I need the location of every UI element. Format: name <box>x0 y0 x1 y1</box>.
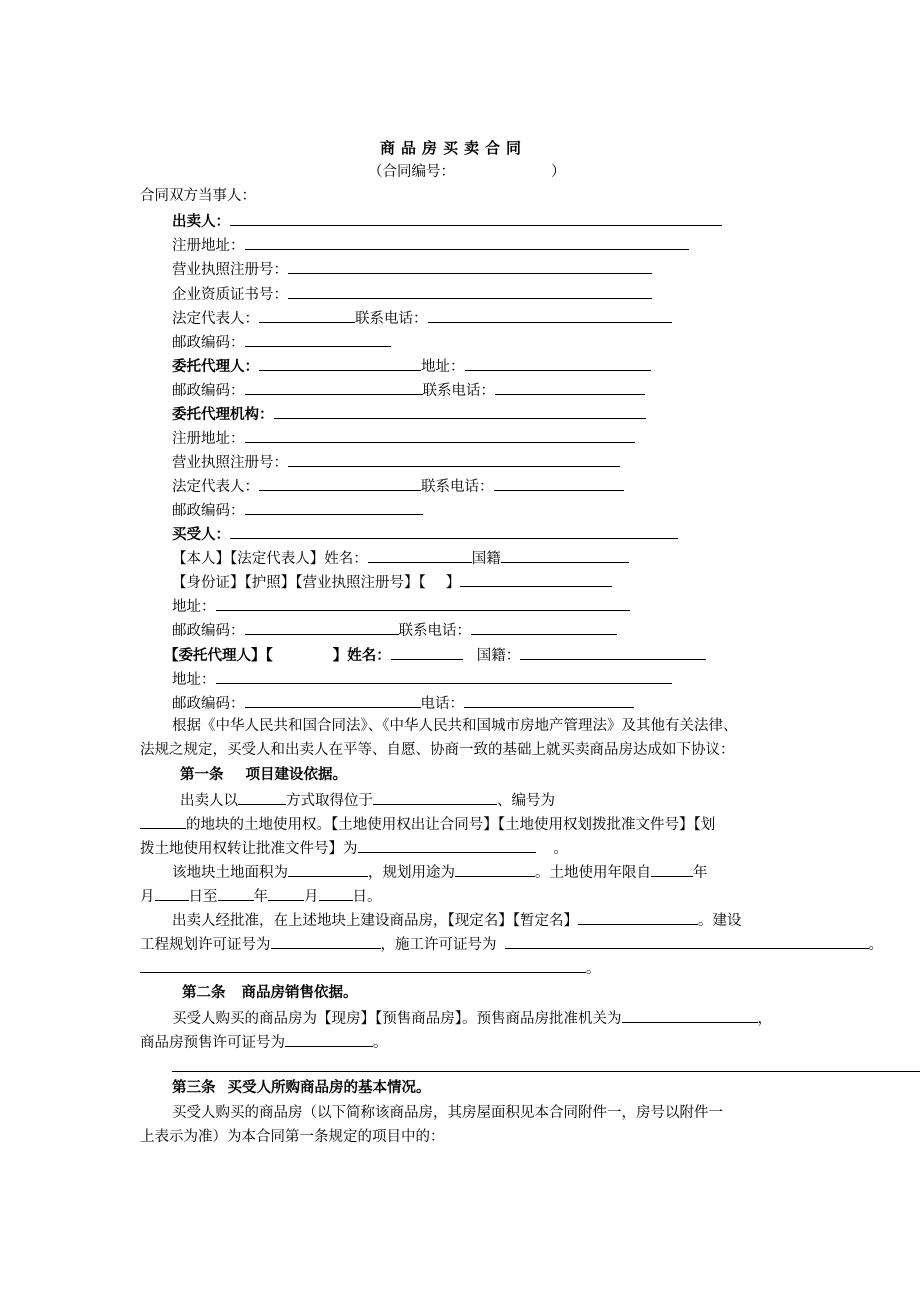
land-location-field[interactable] <box>373 790 497 805</box>
buyer-address-row <box>172 596 630 616</box>
text: ，规划用途为 <box>368 865 455 881</box>
presale-permit-field[interactable] <box>285 1032 373 1047</box>
buyer-agent-nationality-field[interactable] <box>520 645 706 660</box>
buyer-nationality-label: 国籍 <box>471 551 501 567</box>
seller-postcode-label: 邮政编码： <box>172 335 245 351</box>
seller-postcode-row <box>172 332 391 352</box>
agency-license-field[interactable] <box>288 452 620 467</box>
buyer-agent-label: 【委托代理人】【 <box>164 648 273 664</box>
agency-phone-label: 联系电话： <box>421 479 494 495</box>
seller-phone2-field[interactable] <box>495 380 645 395</box>
text: 拨土地使用权转让批准文件号】为 <box>140 841 358 857</box>
buyer-row <box>172 524 678 544</box>
seller-reg-address-field[interactable] <box>245 235 689 250</box>
land-area-field[interactable] <box>288 862 368 877</box>
buyer-id-close: 】 <box>445 575 461 591</box>
article-1-line-6 <box>172 910 742 930</box>
buyer-self-label: 【本人】【法定代表人】姓名： <box>172 551 368 567</box>
preamble-line-2: 法规之规定，买受人和出卖人在平等、自愿、协商一致的基础上就买卖商品房达成如下协议： <box>140 742 735 758</box>
buyer-postcode2-field[interactable] <box>245 693 421 708</box>
buyer-nationality-field[interactable] <box>501 548 629 563</box>
article-1-line-4 <box>172 862 708 882</box>
buyer-postcode2-label: 邮政编码： <box>172 696 245 712</box>
text: 买受人购买的商品房为【现房】【预售商品房】。预售商品房批准机关为 <box>172 1011 622 1027</box>
article-1-line-5 <box>140 886 382 906</box>
buyer-address2-field[interactable] <box>216 669 672 684</box>
buyer-phone-label: 联系电话： <box>398 623 471 639</box>
project-name-field[interactable] <box>578 910 698 925</box>
text: 的地块的土地使用权。【土地使用权出让合同号】【土地使用权划拨批准文件号】【划 <box>186 817 716 833</box>
seller-postcode2-field[interactable] <box>245 380 423 395</box>
article-1-heading <box>180 766 347 784</box>
seller-postcode-field[interactable] <box>245 332 391 347</box>
text: 出卖人经批准，在上述地块上建设商品房，【现定名】【暂定名】 <box>172 913 578 929</box>
text: 年 <box>253 889 268 905</box>
buyer-postcode-label: 邮政编码： <box>172 623 245 639</box>
agency-postcode-label: 邮政编码： <box>172 503 245 519</box>
text: 年 <box>693 865 708 881</box>
seller-phone-field[interactable] <box>428 308 672 323</box>
buyer-label: 买受人： <box>172 527 230 543</box>
seller-phone2-label: 联系电话： <box>422 383 495 399</box>
buyer-phone-field[interactable] <box>471 620 617 635</box>
article-2-title: 商品房销售依据。 <box>241 985 358 1001</box>
text: 月 <box>140 889 155 905</box>
seller-reg-address-label: 注册地址： <box>172 238 245 254</box>
article-1-line-1 <box>180 790 555 810</box>
contract-number <box>368 163 566 181</box>
agency-reg-address-field[interactable] <box>245 428 635 443</box>
land-end-day-field[interactable] <box>319 886 353 901</box>
agency-row <box>172 404 646 424</box>
agency-postcode-row <box>172 500 423 520</box>
buyer-id-field[interactable] <box>460 572 612 587</box>
seller-address-label: 地址： <box>421 359 465 375</box>
text: 出卖人以 <box>180 793 238 809</box>
article-1-line-8 <box>140 958 601 978</box>
seller-legal-rep-field[interactable] <box>259 308 355 323</box>
text: 。 <box>586 961 601 977</box>
buyer-address2-label: 地址： <box>172 672 216 688</box>
seller-reg-address-row <box>172 235 689 255</box>
land-number-field[interactable] <box>140 814 186 829</box>
land-contract-no-field[interactable] <box>358 838 536 853</box>
seller-postcode2-row <box>172 380 645 400</box>
buyer-agent-name-field[interactable] <box>391 645 463 660</box>
seller-agent-row <box>172 356 651 376</box>
seller-license-row <box>172 259 652 279</box>
buyer-agent-name-label: 】姓名： <box>332 648 391 664</box>
agency-reg-address-label: 注册地址： <box>172 431 245 447</box>
article-1-title: 项目建设依据。 <box>245 767 347 783</box>
buyer-postcode2-row <box>172 693 634 713</box>
seller-phone-label: 联系电话： <box>355 311 428 327</box>
text: 商品房预售许可证号为 <box>140 1035 285 1051</box>
article-2-number: 第二条 <box>182 985 226 1001</box>
seller-postcode2-label: 邮政编码： <box>172 383 245 399</box>
land-end-year-field[interactable] <box>218 886 254 901</box>
article-2-heading <box>182 984 358 1002</box>
text: 。 <box>868 937 883 953</box>
text: 日至 <box>188 889 218 905</box>
agency-license-row <box>172 452 620 472</box>
text: ， <box>757 1011 772 1027</box>
buyer-tel-label: 电话： <box>420 696 464 712</box>
buyer-address-field[interactable] <box>216 596 630 611</box>
article-1-line-3 <box>140 838 568 858</box>
agency-name-field[interactable] <box>274 404 646 419</box>
article-3-title: 买受人所购商品房的基本情况。 <box>227 1080 431 1096</box>
article-3-line-1: 买受人购买的商品房（以下简称该商品房，其房屋面积见本合同附件一，房号以附件一 <box>172 1105 723 1121</box>
buyer-self-name-field[interactable] <box>368 548 472 563</box>
buyer-self-row <box>172 548 629 568</box>
article-2-line-1 <box>172 1008 772 1028</box>
contract-number-close: ） <box>551 164 566 180</box>
agency-phone-field[interactable] <box>494 476 624 491</box>
article-2-separator-line <box>172 1071 920 1072</box>
text: 月 <box>304 889 319 905</box>
text: 该地块土地面积为 <box>172 865 288 881</box>
seller-row <box>172 211 722 231</box>
agency-license-label: 营业执照注册号： <box>172 455 288 471</box>
article-3-heading <box>172 1079 431 1097</box>
text: 方式取得位于 <box>286 793 373 809</box>
buyer-tel-field[interactable] <box>464 693 634 708</box>
land-end-month-field[interactable] <box>268 886 304 901</box>
presale-authority-field[interactable] <box>622 1008 758 1023</box>
article-2-line-2 <box>140 1032 388 1052</box>
construction-permit-field-continued[interactable] <box>140 958 586 973</box>
planning-permit-field[interactable] <box>271 934 381 949</box>
article-1-number: 第一条 <box>180 767 224 783</box>
seller-agent-label: 委托代理人： <box>172 359 259 375</box>
buyer-address-label: 地址： <box>172 599 216 615</box>
buyer-agent-nationality-label: 国籍： <box>476 648 521 664</box>
preamble-line-1: 根据《中华人民共和国合同法》、《中华人民共和国城市房地产管理法》及其他有关法律、 <box>172 718 738 734</box>
seller-legal-rep-label: 法定代表人： <box>172 311 259 327</box>
seller-qual-field[interactable] <box>288 284 652 299</box>
agency-label: 委托代理机构： <box>172 407 274 423</box>
seller-agent-field[interactable] <box>259 356 421 371</box>
parties-heading: 合同双方当事人： <box>140 188 256 204</box>
buyer-id-label: 【身份证】【护照】【营业执照注册号】【 <box>172 575 426 591</box>
text: ，施工许可证号为 <box>380 937 497 953</box>
seller-qual-row <box>172 284 652 304</box>
text: 工程规划许可证号为 <box>140 937 271 953</box>
agency-postcode-field[interactable] <box>245 500 423 515</box>
seller-address-field[interactable] <box>465 356 651 371</box>
text: 。 <box>373 1035 388 1051</box>
seller-qual-label: 企业资质证书号： <box>172 287 288 303</box>
seller-license-label: 营业执照注册号： <box>172 262 288 278</box>
land-use-field[interactable] <box>455 862 535 877</box>
buyer-postcode-field[interactable] <box>245 620 399 635</box>
article-3-number: 第三条 <box>172 1080 216 1096</box>
land-method-field[interactable] <box>238 790 286 805</box>
buyer-agent-row <box>164 645 706 665</box>
buyer-postcode-row <box>172 620 617 640</box>
seller-name-field[interactable] <box>230 211 722 226</box>
agency-legal-rep-label: 法定代表人： <box>172 479 259 495</box>
text: 。土地使用年限自 <box>535 865 651 881</box>
agency-legal-rep-field[interactable] <box>259 476 421 491</box>
seller-license-field[interactable] <box>288 259 652 274</box>
seller-legal-rep-row <box>172 308 672 328</box>
agency-legal-rep-row <box>172 476 624 496</box>
article-3-line-2: 上表示为准）为本合同第一条规定的项目中的： <box>140 1129 445 1145</box>
buyer-id-row <box>172 572 612 592</box>
agency-reg-address-row <box>172 428 635 448</box>
buyer-name-field[interactable] <box>230 524 678 539</box>
article-1-line-2 <box>140 814 715 834</box>
text: 、编号为 <box>497 793 555 809</box>
buyer-address2-row <box>172 669 672 689</box>
article-1-line-7 <box>140 934 883 954</box>
contract-title: 商品房买卖合同 <box>380 139 528 157</box>
land-start-month-field[interactable] <box>155 886 189 901</box>
contract-number-open: （合同编号： <box>368 164 455 180</box>
construction-permit-field[interactable] <box>505 934 869 949</box>
text: 。 <box>553 841 568 857</box>
text: 日。 <box>352 889 382 905</box>
text: 。建设 <box>698 913 742 929</box>
seller-label: 出卖人： <box>172 214 230 230</box>
land-start-year-field[interactable] <box>651 862 693 877</box>
